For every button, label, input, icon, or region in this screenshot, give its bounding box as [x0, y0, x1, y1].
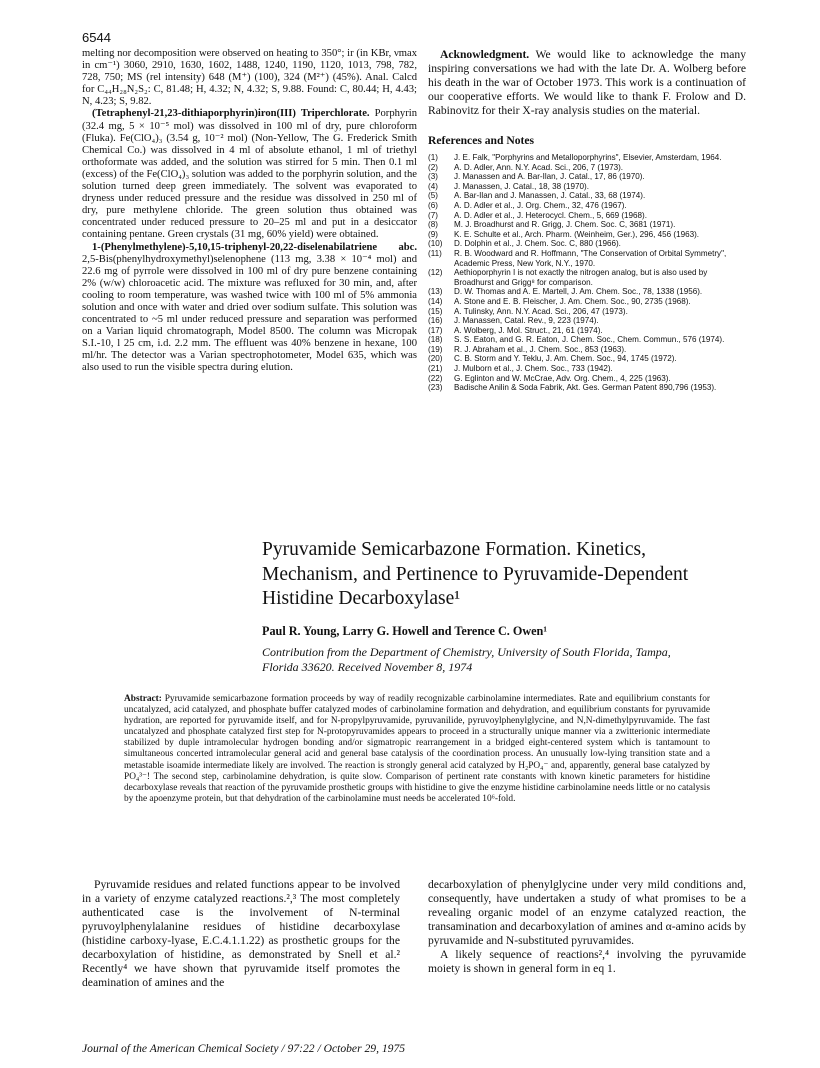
reference-item [428, 182, 746, 192]
reference-text: J. E. Falk, "Porphyrins and Metalloporphyrins", Elsevier, Amsterdam, 1964. [454, 153, 722, 162]
paragraph [82, 242, 417, 375]
reference-number: (19) [428, 344, 443, 354]
reference-item [428, 172, 746, 182]
body-paragraph: decarboxylation of phenylglycine under very mild conditions and, consequently, have undertaken a study of what promises to be a revealing organic model of an enzyme catalyzed reaction, the transamination and decarboxylation of amines and α-amino acids by pyruvamide and N-substituted pyruvamides. [428, 878, 746, 947]
paragraph-heading: (Tetraphenyl-21,23-dithiaporphyrin)iron(III) Triperchlorate. [92, 108, 370, 120]
reference-number: (10) [428, 239, 443, 249]
reference-item [428, 345, 746, 355]
reference-item [428, 163, 746, 173]
reference-number: (11) [428, 248, 442, 258]
reference-number: (12) [428, 268, 443, 278]
reference-item [428, 354, 746, 364]
reference-number: (7) [428, 210, 438, 220]
reference-text: K. E. Schulte et al., Arch. Pharm. (Weinheim, Ger.), 296, 456 (1963). [454, 229, 700, 239]
reference-item [428, 364, 746, 374]
reference-number: (20) [428, 354, 443, 364]
article-authors: Paul R. Young, Larry G. Howell and Terence C. Owen¹ [262, 624, 547, 638]
reference-text: M. J. Broadhurst and R. Grigg, J. Chem. Soc. C, 3681 (1971). [454, 220, 676, 230]
reference-number: (18) [428, 335, 443, 345]
reference-number: (22) [428, 373, 443, 383]
journal-footer: Journal of the American Chemical Society / 97:22 / October 29, 1975 [82, 1042, 406, 1055]
reference-text: D. W. Thomas and A. E. Martell, J. Am. Chem. Soc., 78, 1338 (1956). [454, 287, 703, 297]
reference-text: G. Eglinton and W. McCrae, Adv. Org. Chem., 4, 225 (1963). [454, 373, 671, 383]
reference-text: A. Stone and E. B. Fleischer, J. Am. Chem. Soc., 90, 2735 (1968). [454, 296, 691, 306]
abstract-body: Pyruvamide semicarbazone formation proceeds by way of readily recognizable carbinolamine intermediates. Rate and equilibrium constants for uncatalyzed, acid catalyzed, and phosphate buffer catalyzed modes of carbinolamine formation and dehydration, and equilibrium constants for pyruvamide hydration, are reported for pyruvamide itself, and for N-propylpyruvamide, pyruvanilide, pyruvoylphenylglycine, and N,N-dimethylpyruvamide. The fast uncatalyzed and phosphate catalyzed first step for N-protopyruvamides appears to proceed in a structurally unique manner via a zwitterionic intermediate stabilized by duple intramolecular hydrogen bonding and/or sigmatropic rearrangement in a bridged eight-centered system which is tantamount to simultaneous concerted intramolecular general acid and general base catalysis of the coordination process. An unusually low-lying transition state and a metastable isoamide intermediate likely are involved. The reaction is strongly general acid catalyzed by H₂PO₄⁻ and, apparently, general base catalyzed by PO₄³⁻! The second step, carbinolamine dehydration, is quite slow. Comparison of pertinent rate constants with known kinetic parameters for histidine decarboxylase reveals that reaction of the pyruvamide prosthetic groups with histidine to give the enzyme histidine carbinolamine needs little or no catalysis by the apoenzyme protein, but that dehydration of the carbinolamine must needs be accelerated 10⁶-fold. [124, 694, 710, 804]
acknowledgment [428, 48, 746, 118]
reference-text: R. J. Abraham et al., J. Chem. Soc., 853 (1963). [454, 344, 627, 354]
reference-text: J. Manassen, J. Catal., 18, 38 (1970). [454, 181, 589, 191]
reference-number: (21) [428, 364, 443, 374]
reference-item [428, 307, 746, 317]
reference-text: J. Manassen and A. Bar-Ilan, J. Catal., 17, 86 (1970). [454, 172, 645, 182]
reference-number: (16) [428, 316, 443, 326]
reference-item [428, 211, 746, 221]
reference-item [428, 287, 746, 297]
reference-item [428, 316, 746, 326]
reference-item [428, 268, 746, 287]
reference-item [428, 335, 746, 345]
reference-number: (6) [428, 200, 438, 210]
paragraph-heading: 1-(Phenylmethylene)-5,10,15-triphenyl-20,22-diselenabilatriene abc. [92, 241, 417, 253]
body-paragraph: A likely sequence of reactions²,⁴ involving the pyruvamide moiety is shown in general form in eq 1. [428, 948, 746, 975]
reference-item [428, 153, 746, 163]
reference-text: S. S. Eaton, and G. R. Eaton, J. Chem. Soc., Chem. Commun., 576 (1974). [454, 335, 725, 345]
reference-text: R. B. Woodward and R. Hoffmann, "The Conservation of Orbital Symmetry", Academic Press, New York, N.Y., 1970. [454, 248, 727, 268]
reference-number: (3) [428, 172, 438, 182]
reference-item [428, 230, 746, 240]
reference-text: D. Dolphin et al., J. Chem. Soc. C, 880 (1966). [454, 239, 621, 249]
reference-text: A. D. Adler et al., J. Heterocycl. Chem., 5, 669 (1968). [454, 210, 647, 220]
reference-text: C. B. Storm and Y. Teklu, J. Am. Chem. Soc., 94, 1745 (1972). [454, 354, 677, 364]
right-column [428, 48, 746, 393]
paragraph-body: 2,5-Bis(phenylhydroxymethyl)selenophene (113 mg, 3.38 × 10⁻⁴ mol) and 22.6 mg of pyrrole were dissolved in 100 ml of dry pure benzene containing 2% (w/w) chloroacetic acid. The mixture was refluxed for 30 min, and, after cooling to room temperature, was washed twice with 100 ml of 5% ammonia solution and once with water and dried over sodium sulfate. This solution was concentrated to ~5 ml under reduced pressure and separation was performed on a Varian liquid chromatograph, Model 8500. The column was Micropak S.I.-10, l 25 cm, i.d. 2.2 mm. The effluent was 40% benzene in hexane, 100 ml/hr. The detector was a Varian spectrophotometer, Model 635, which was also used to run the visible spectra during elution. [82, 253, 417, 374]
reference-item [428, 383, 746, 393]
reference-number: (1) [428, 153, 438, 162]
reference-number: (9) [428, 229, 438, 239]
reference-item [428, 326, 746, 336]
left-column [82, 48, 417, 375]
reference-item [428, 297, 746, 307]
reference-text: J. Manassen, Catal. Rev., 9, 223 (1974). [454, 316, 599, 326]
reference-number: (5) [428, 191, 438, 201]
reference-item [428, 374, 746, 384]
reference-number: (2) [428, 162, 438, 172]
acknowledgment-body: We would like to acknowledge the many inspiring conversations we had with the late Dr. A. Wolberg before his death in the war of October 1973. This work is a continuation of our cooperative efforts. We would like to thank F. Frolow and D. Rabinovitz for their X-ray analysis studies on the material. [428, 48, 746, 117]
body-column-left [82, 878, 400, 990]
reference-item [428, 220, 746, 230]
article-title: Pyruvamide Semicarbazone Formation. Kinetics, Mechanism, and Pertinence to Pyruvamide-Dependent Histidine Decarboxylase¹ [262, 539, 689, 609]
abstract-label: Abstract: [124, 694, 162, 704]
reference-text: A. D. Adler et al., J. Org. Chem., 32, 476 (1967). [454, 200, 627, 210]
abstract [124, 694, 710, 805]
reference-number: (15) [428, 306, 443, 316]
reference-item [428, 239, 746, 249]
paragraph: melting nor decomposition were observed on heating to 350°; ir (in KBr, νmax in cm⁻¹) 3060, 2910, 1630, 1602, 1488, 1240, 1190, 1120, 1013, 798, 782, 728, 750; MS (rel intensity) 648 (M⁺) (100), 324 (M²⁺) (45%). Anal. Calcd for C₄₄H₂₈N₂S₂: C, 81.48; H, 4.32; N, 4.32; S, 9.88. Found: C, 80.44; H, 4.43; N, 4.23; S, 9.82. [82, 48, 417, 108]
reference-item [428, 249, 746, 268]
reference-text: J. Mulborn et al., J. Chem. Soc., 733 (1942). [454, 364, 613, 374]
page-number: 6544 [82, 30, 111, 45]
reference-number: (23) [428, 383, 443, 393]
references-heading: References and Notes [428, 134, 535, 147]
reference-number: (14) [428, 296, 443, 306]
article-affiliation: Contribution from the Department of Chemistry, University of South Florida, Tampa, Florida 33620. Received November 8, 1974 [262, 645, 671, 674]
acknowledgment-heading: Acknowledgment. [440, 48, 530, 61]
reference-item [428, 191, 746, 201]
reference-text: Aethioporphyrin I is not exactly the nitrogen analog, but is also used by Broadhurst and Grigg⁸ for comparison. [454, 268, 708, 287]
body-column-right [428, 878, 746, 976]
references-list [428, 153, 746, 393]
reference-item [428, 201, 746, 211]
paragraph [82, 108, 417, 241]
reference-text: Badische Anilin & Soda Fabrik, Akt. Ges. German Patent 890,796 (1953). [454, 383, 717, 393]
reference-text: A. Wolberg, J. Mol. Struct., 21, 61 (1974). [454, 325, 603, 335]
reference-number: (4) [428, 181, 438, 191]
reference-text: A. Bar-Ilan and J. Manassen, J. Catal., 33, 68 (1974). [454, 191, 646, 201]
reference-number: (13) [428, 287, 443, 297]
reference-number: (17) [428, 325, 443, 335]
body-paragraph: Pyruvamide residues and related functions appear to be involved in a variety of enzyme catalyzed reactions.²,³ The most completely authenticated case is the involvement of N-terminal pyruvoylphenylalanine residues of histidine decarboxylase (histidine carboxy-lyase, E.C.4.1.1.22) as prosthetic groups for the decarboxylation of histidine, as demonstrated by Snell et al.² Recently⁴ we have shown that pyruvamide itself promotes the deamination of amines and the [82, 878, 400, 989]
reference-text: A. D. Adler, Ann. N.Y. Acad. Sci., 206, 7 (1973). [454, 162, 624, 172]
paragraph-body: Porphyrin (32.4 mg, 5 × 10⁻⁵ mol) was dissolved in 100 ml of dry, pure chloroform (Fluka). Fe(ClO₄)₃ (3.54 g, 10⁻² mol) (Non-Yellow, The G. Frederick Smith Chemical Co.) was dissolved in 4 ml of absolute ethanol, 1 ml of triethyl orthoformate was added, and the solution was stirred for 5 min. Then 0.1 ml (excess) of the Fe(ClO₄)₃ solution was added to the porphyrin solution, and the solution turned deep green immediately. The solvent was evaporated to dryness under reduced pressure and the residue was dissolved in 250 ml of dry, pure methylene chloride. The green solution thus obtained was concentrated under reduced pressure to 20–25 ml and put in a desiccator containing pentane. Green crystals (31 mg, 60% yield) were obtained. [82, 108, 417, 241]
reference-text: A. Tulinsky, Ann. N.Y. Acad. Sci., 206, 47 (1973). [454, 306, 628, 316]
reference-number: (8) [428, 220, 438, 230]
